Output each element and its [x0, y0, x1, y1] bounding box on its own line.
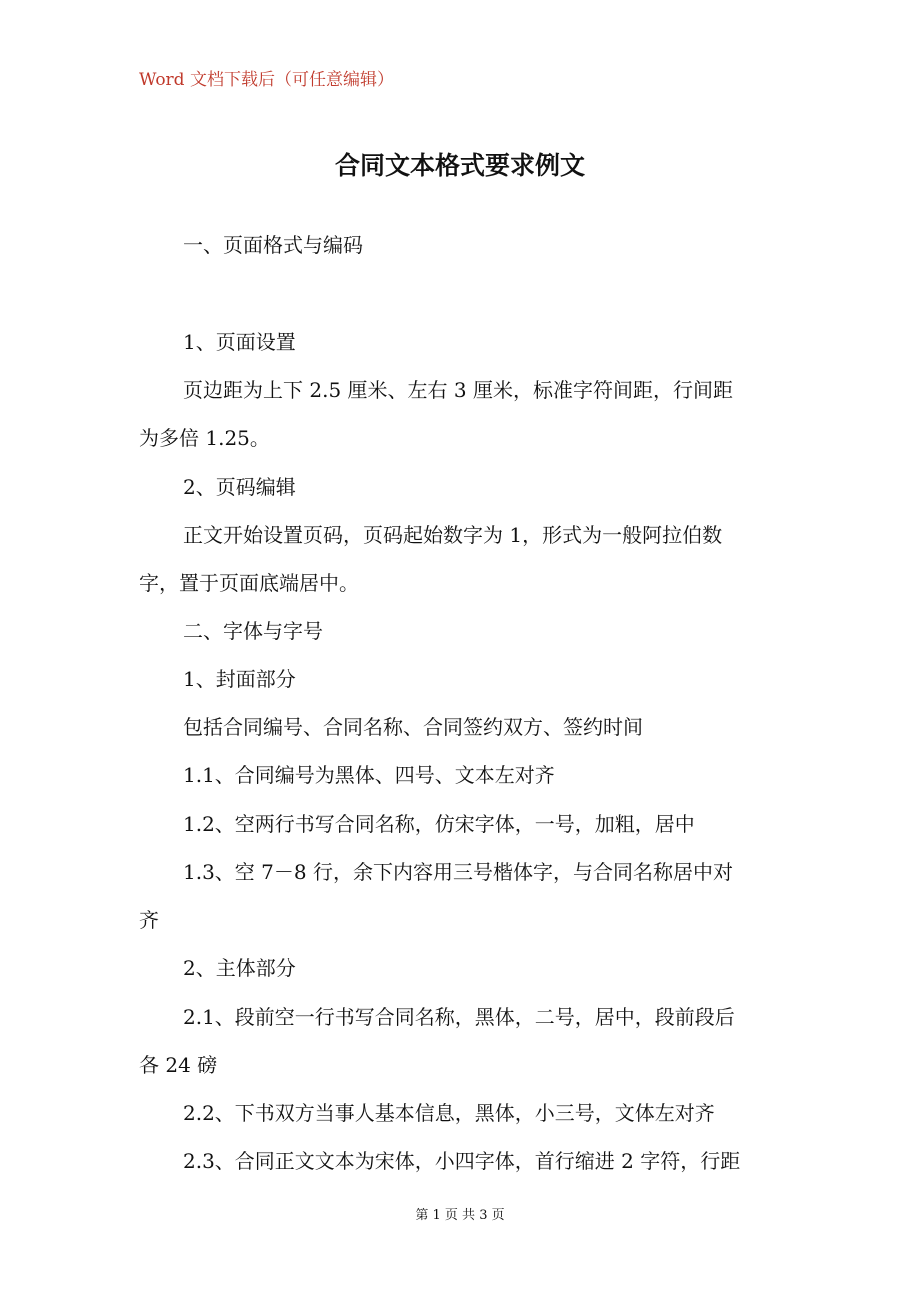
list-item: 1.2、空两行书写合同名称，仿宋字体，一号，加粗，居中 [183, 812, 695, 836]
download-note: Word 文档下载后（可任意编辑） [139, 70, 394, 90]
paragraph-line: 字，置于页面底端居中。 [139, 571, 359, 595]
document-title: 合同文本格式要求例文 [334, 151, 585, 180]
list-item: 2.3、合同正文文本为宋体，小四字体，首行缩进 2 字符，行距 [183, 1149, 741, 1173]
section-heading-fonts: 二、字体与字号 [183, 619, 323, 643]
list-item: 2.1、段前空一行书写合同名称，黑体，二号，居中，段前段后 [183, 1005, 735, 1029]
subheading-body: 2、主体部分 [183, 956, 296, 980]
subheading-page-setup: 1、页面设置 [183, 330, 296, 354]
subheading-cover: 1、封面部分 [183, 667, 296, 691]
paragraph-line: 为多倍 1.25。 [139, 426, 270, 450]
list-item-continuation: 齐 [139, 908, 159, 932]
list-item: 1.3、空 7－8 行，余下内容用三号楷体字，与合同名称居中对 [183, 860, 733, 884]
subheading-page-number: 2、页码编辑 [183, 475, 296, 499]
list-item: 1.1、合同编号为黑体、四号、文本左对齐 [183, 763, 555, 787]
page-footer: 第 1 页 共 3 页 [415, 1208, 505, 1223]
paragraph-line: 页边距为上下 2.5 厘米、左右 3 厘米，标准字符间距，行间距 [183, 378, 733, 402]
section-heading-page-format: 一、页面格式与编码 [183, 233, 363, 257]
list-item: 2.2、下书双方当事人基本信息，黑体，小三号，文体左对齐 [183, 1101, 715, 1125]
paragraph-line: 包括合同编号、合同名称、合同签约双方、签约时间 [183, 715, 643, 739]
paragraph-line: 正文开始设置页码，页码起始数字为 1，形式为一般阿拉伯数 [183, 523, 723, 547]
list-item-continuation: 各 24 磅 [139, 1053, 218, 1077]
